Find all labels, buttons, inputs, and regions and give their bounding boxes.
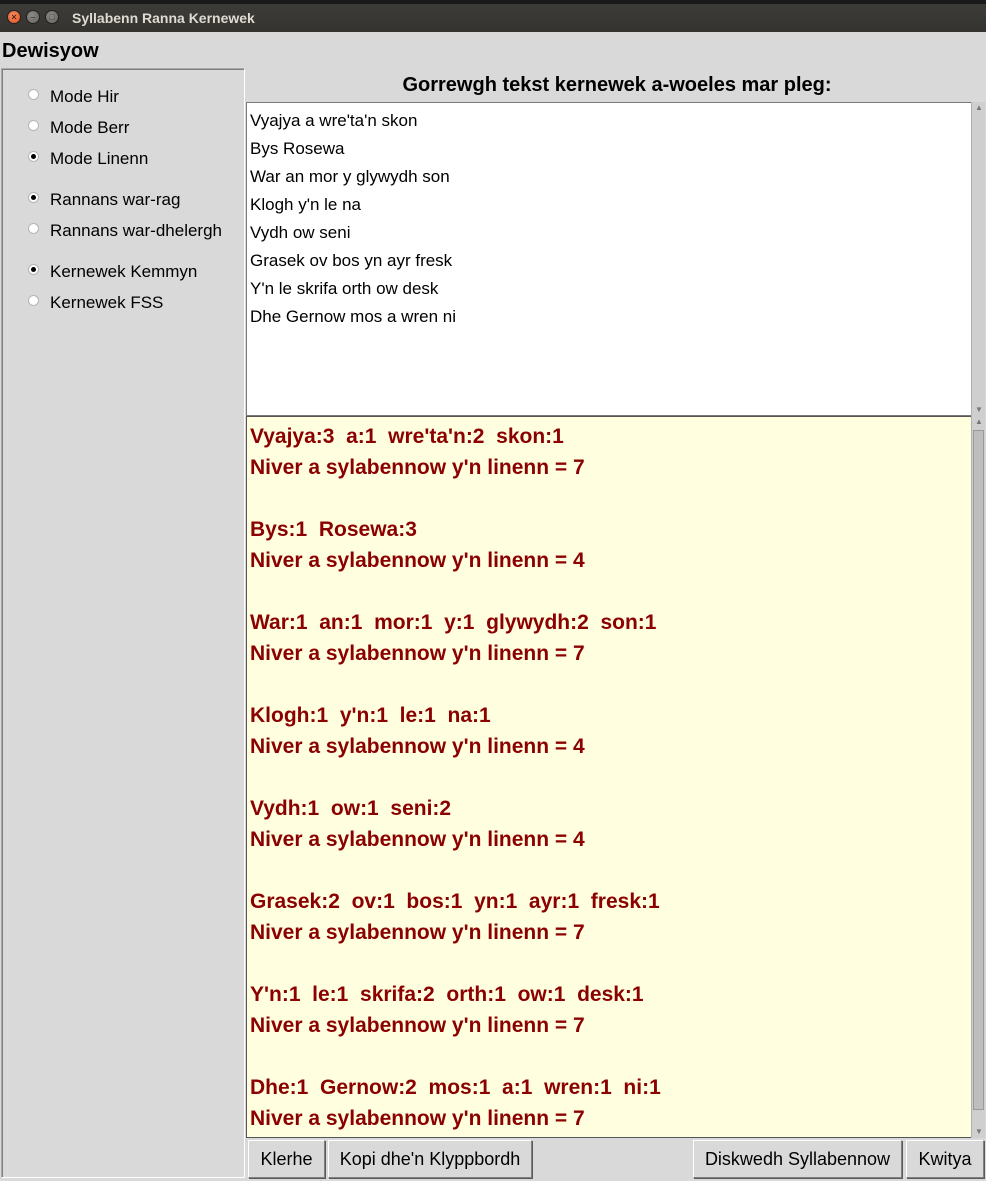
output-count-line: Niver a sylabennow y'n linenn = 4 xyxy=(250,735,585,758)
maximize-window-button[interactable]: □ xyxy=(45,10,59,24)
radio-label: Rannans war-rag xyxy=(50,190,181,209)
radio-rannans-war-rag[interactable] xyxy=(28,189,180,211)
show-syllables-button[interactable]: Diskwedh Syllabennow xyxy=(693,1140,902,1178)
scroll-up-arrow-icon[interactable]: ▲ xyxy=(975,103,983,112)
radio-kernewek-kemmyn[interactable] xyxy=(28,261,197,283)
radio-indicator[interactable] xyxy=(28,89,39,100)
input-line: Bys Rosewa xyxy=(250,139,345,158)
cornish-text-input[interactable] xyxy=(246,102,972,416)
options-header: Dewisyow xyxy=(2,40,99,62)
scroll-up-arrow-icon[interactable]: ▲ xyxy=(975,417,983,426)
input-line: Y'n le skrifa orth ow desk xyxy=(250,279,439,298)
radio-label: Mode Hir xyxy=(50,87,119,106)
scroll-down-arrow-icon[interactable]: ▼ xyxy=(975,405,983,414)
radio-rannans-war-dhelergh[interactable] xyxy=(28,220,222,242)
radio-indicator[interactable] xyxy=(28,120,39,131)
output-scrollbar[interactable] xyxy=(971,416,985,1138)
close-window-button[interactable]: × xyxy=(7,10,21,24)
input-line: Dhe Gernow mos a wren ni xyxy=(250,307,456,326)
output-words-line: Bys:1 Rosewa:3 xyxy=(250,518,417,541)
radio-indicator[interactable] xyxy=(28,264,39,275)
output-count-line: Niver a sylabennow y'n linenn = 7 xyxy=(250,1107,585,1130)
output-words-line: War:1 an:1 mor:1 y:1 glywydh:2 son:1 xyxy=(250,611,657,634)
output-words-line: Y'n:1 le:1 skrifa:2 orth:1 ow:1 desk:1 xyxy=(250,983,644,1006)
input-line: Grasek ov bos yn ayr fresk xyxy=(250,251,453,270)
radio-indicator[interactable] xyxy=(28,223,39,234)
quit-button[interactable]: Kwitya xyxy=(906,1140,984,1178)
radio-label: Mode Linenn xyxy=(50,149,149,168)
input-line: Vydh ow seni xyxy=(250,223,351,242)
input-line: War an mor y glywydh son xyxy=(250,167,450,186)
title-bar-edge xyxy=(0,0,986,4)
output-words-line: Vyajya:3 a:1 wre'ta'n:2 skon:1 xyxy=(250,425,564,448)
output-words-line: Klogh:1 y'n:1 le:1 na:1 xyxy=(250,704,491,727)
radio-label: Rannans war-dhelergh xyxy=(50,221,222,240)
input-line: Klogh y'n le na xyxy=(250,195,361,214)
output-count-line: Niver a sylabennow y'n linenn = 7 xyxy=(250,456,585,479)
minimize-window-button[interactable]: – xyxy=(26,10,40,24)
input-line: Vyajya a wre'ta'n skon xyxy=(250,111,418,130)
output-count-line: Niver a sylabennow y'n linenn = 4 xyxy=(250,549,585,572)
output-count-line: Niver a sylabennow y'n linenn = 7 xyxy=(250,642,585,665)
output-count-line: Niver a sylabennow y'n linenn = 7 xyxy=(250,1014,585,1037)
radio-indicator[interactable] xyxy=(28,192,39,203)
output-words-line: Vydh:1 ow:1 seni:2 xyxy=(250,797,452,820)
output-words-line: Dhe:1 Gernow:2 mos:1 a:1 wren:1 ni:1 xyxy=(250,1076,661,1099)
syllable-output[interactable] xyxy=(246,416,972,1138)
clear-button[interactable]: Klerhe xyxy=(248,1140,325,1178)
input-scrollbar[interactable] xyxy=(971,102,985,416)
radio-indicator[interactable] xyxy=(28,295,39,306)
radio-indicator[interactable] xyxy=(28,151,39,162)
scrollbar-thumb[interactable] xyxy=(973,430,984,1110)
radio-mode-berr[interactable] xyxy=(28,117,129,139)
window-title: Syllabenn Ranna Kernewek xyxy=(72,10,255,26)
input-prompt-label: Gorrewgh tekst kernewek a-woeles mar pleg: xyxy=(402,74,832,96)
radio-kernewek-fss[interactable] xyxy=(28,292,163,314)
radio-mode-linenn[interactable] xyxy=(28,148,148,170)
output-count-line: Niver a sylabennow y'n linenn = 7 xyxy=(250,921,585,944)
scroll-down-arrow-icon[interactable]: ▼ xyxy=(975,1127,983,1136)
title-bar xyxy=(0,0,986,32)
radio-label: Kernewek FSS xyxy=(50,293,164,312)
copy-to-clipboard-button[interactable]: Kopi dhe'n Klyppbordh xyxy=(328,1140,532,1178)
output-words-line: Grasek:2 ov:1 bos:1 yn:1 ayr:1 fresk:1 xyxy=(250,890,660,913)
output-count-line: Niver a sylabennow y'n linenn = 4 xyxy=(250,828,585,851)
options-panel xyxy=(1,68,245,1178)
radio-label: Mode Berr xyxy=(50,118,130,137)
radio-label: Kernewek Kemmyn xyxy=(50,262,198,281)
radio-mode-hir[interactable] xyxy=(28,86,119,108)
